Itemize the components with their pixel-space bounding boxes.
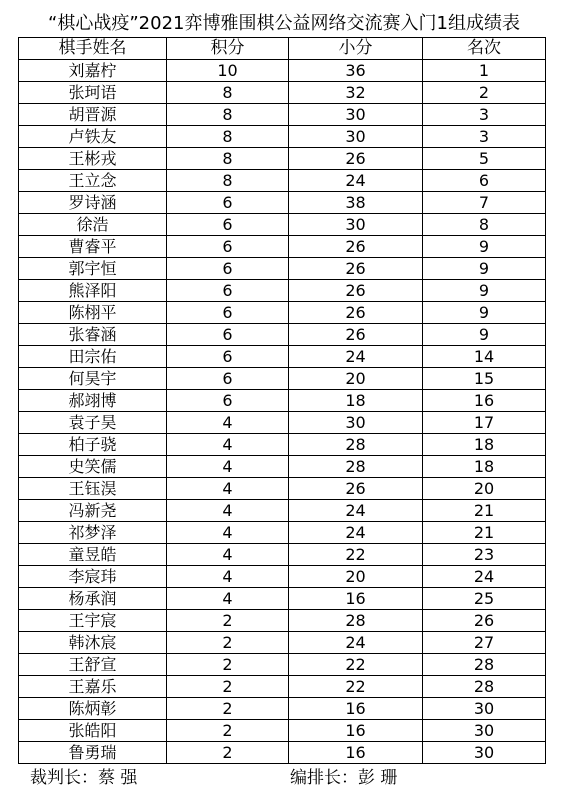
tiebreak-cell: 28 [289,434,423,456]
rank-cell: 9 [423,280,546,302]
tiebreak-cell: 30 [289,104,423,126]
player-name-cell: 李宸玮 [19,566,167,588]
points-cell: 4 [167,588,289,610]
points-cell: 4 [167,456,289,478]
points-cell: 6 [167,214,289,236]
table-row [19,104,546,126]
table-row [19,390,546,412]
rank-cell: 27 [423,632,546,654]
header-tiebreak: 小分 [289,38,423,60]
points-cell: 8 [167,104,289,126]
table-row [19,610,546,632]
tiebreak-cell: 16 [289,588,423,610]
rank-cell: 28 [423,676,546,698]
rank-cell: 26 [423,610,546,632]
player-name-cell: 王立念 [19,170,167,192]
tiebreak-cell: 16 [289,742,423,764]
rank-cell: 21 [423,522,546,544]
player-name-cell: 田宗佑 [19,346,167,368]
referee-label: 裁判长：蔡 强 [30,768,138,788]
table-row [19,126,546,148]
tiebreak-cell: 24 [289,346,423,368]
player-name-cell: 曹睿平 [19,236,167,258]
points-cell: 4 [167,478,289,500]
tiebreak-cell: 36 [289,60,423,82]
tiebreak-cell: 30 [289,126,423,148]
table-row [19,258,546,280]
rank-cell: 14 [423,346,546,368]
table-row [19,236,546,258]
player-name-cell: 郝翊博 [19,390,167,412]
table-row [19,280,546,302]
player-name-cell: 柏子骁 [19,434,167,456]
player-name-cell: 熊泽阳 [19,280,167,302]
points-cell: 8 [167,148,289,170]
table-row [19,742,546,764]
rank-cell: 2 [423,82,546,104]
player-name-cell: 童昱皓 [19,544,167,566]
player-name-cell: 鲁勇瑞 [19,742,167,764]
rank-cell: 25 [423,588,546,610]
points-cell: 6 [167,192,289,214]
page-title: “棋心战疫”2021弈博雅围棋公益网络交流赛入门1组成绩表 [48,13,520,34]
rank-cell: 8 [423,214,546,236]
points-cell: 4 [167,500,289,522]
player-name-cell: 卢铁友 [19,126,167,148]
points-cell: 4 [167,566,289,588]
table-row [19,82,546,104]
table-row [19,544,546,566]
player-name-cell: 王宇宸 [19,610,167,632]
points-cell: 10 [167,60,289,82]
tiebreak-cell: 22 [289,676,423,698]
results-body [19,60,546,764]
rank-cell: 9 [423,302,546,324]
table-row [19,170,546,192]
tiebreak-cell: 16 [289,720,423,742]
tiebreak-cell: 26 [289,258,423,280]
points-cell: 8 [167,170,289,192]
rank-cell: 16 [423,390,546,412]
player-name-cell: 何昊宇 [19,368,167,390]
table-row [19,478,546,500]
points-cell: 4 [167,544,289,566]
tiebreak-cell: 30 [289,412,423,434]
table-row [19,588,546,610]
table-row [19,214,546,236]
table-row [19,412,546,434]
table-header-row [19,38,546,60]
points-cell: 2 [167,742,289,764]
player-name-cell: 杨承润 [19,588,167,610]
player-name-cell: 王嘉乐 [19,676,167,698]
rank-cell: 15 [423,368,546,390]
rank-cell: 30 [423,698,546,720]
tiebreak-cell: 32 [289,82,423,104]
points-cell: 6 [167,258,289,280]
table-row [19,522,546,544]
rank-cell: 5 [423,148,546,170]
rank-cell: 24 [423,566,546,588]
table-row [19,148,546,170]
header-rank: 名次 [423,38,546,60]
tiebreak-cell: 30 [289,214,423,236]
points-cell: 6 [167,390,289,412]
rank-cell: 3 [423,104,546,126]
tiebreak-cell: 20 [289,566,423,588]
rank-cell: 30 [423,742,546,764]
table-row [19,60,546,82]
table-row [19,302,546,324]
tiebreak-cell: 24 [289,522,423,544]
points-cell: 4 [167,522,289,544]
player-name-cell: 徐浩 [19,214,167,236]
rank-cell: 3 [423,126,546,148]
tiebreak-cell: 26 [289,478,423,500]
table-row [19,676,546,698]
player-name-cell: 郭宇恒 [19,258,167,280]
tiebreak-cell: 38 [289,192,423,214]
tiebreak-cell: 26 [289,280,423,302]
rank-cell: 20 [423,478,546,500]
tiebreak-cell: 28 [289,610,423,632]
player-name-cell: 张皓阳 [19,720,167,742]
tiebreak-cell: 26 [289,302,423,324]
player-name-cell: 祁梦泽 [19,522,167,544]
points-cell: 6 [167,236,289,258]
tiebreak-cell: 22 [289,654,423,676]
tiebreak-cell: 26 [289,236,423,258]
tiebreak-cell: 22 [289,544,423,566]
rank-cell: 9 [423,236,546,258]
player-name-cell: 冯新尧 [19,500,167,522]
tiebreak-cell: 24 [289,170,423,192]
points-cell: 6 [167,368,289,390]
table-row [19,566,546,588]
points-cell: 4 [167,434,289,456]
rank-cell: 9 [423,324,546,346]
table-row [19,720,546,742]
rank-cell: 23 [423,544,546,566]
table-row [19,500,546,522]
table-row [19,698,546,720]
points-cell: 2 [167,632,289,654]
table-row [19,368,546,390]
table-row [19,654,546,676]
player-name-cell: 张珂语 [19,82,167,104]
rank-cell: 28 [423,654,546,676]
table-row [19,434,546,456]
player-name-cell: 张睿涵 [19,324,167,346]
player-name-cell: 胡晋源 [19,104,167,126]
points-cell: 4 [167,412,289,434]
arranger-label: 编排长：彭 珊 [290,768,398,788]
table-row [19,192,546,214]
player-name-cell: 袁子昊 [19,412,167,434]
results-table [18,37,546,764]
table-row [19,632,546,654]
table-row [19,346,546,368]
rank-cell: 21 [423,500,546,522]
player-name-cell: 罗诗涵 [19,192,167,214]
points-cell: 6 [167,324,289,346]
rank-cell: 17 [423,412,546,434]
rank-cell: 7 [423,192,546,214]
points-cell: 8 [167,82,289,104]
tiebreak-cell: 16 [289,698,423,720]
tiebreak-cell: 24 [289,632,423,654]
points-cell: 6 [167,346,289,368]
tiebreak-cell: 26 [289,324,423,346]
points-cell: 6 [167,280,289,302]
table-row [19,456,546,478]
tiebreak-cell: 24 [289,500,423,522]
player-name-cell: 刘嘉柠 [19,60,167,82]
rank-cell: 18 [423,434,546,456]
rank-cell: 9 [423,258,546,280]
player-name-cell: 王舒宣 [19,654,167,676]
rank-cell: 30 [423,720,546,742]
player-name-cell: 王彬戎 [19,148,167,170]
player-name-cell: 陈栩平 [19,302,167,324]
rank-cell: 1 [423,60,546,82]
tiebreak-cell: 20 [289,368,423,390]
rank-cell: 6 [423,170,546,192]
rank-cell: 18 [423,456,546,478]
tiebreak-cell: 28 [289,456,423,478]
tiebreak-cell: 18 [289,390,423,412]
header-points: 积分 [167,38,289,60]
table-row [19,324,546,346]
header-player-name: 棋手姓名 [19,38,167,60]
points-cell: 2 [167,720,289,742]
points-cell: 2 [167,698,289,720]
player-name-cell: 陈炳彰 [19,698,167,720]
player-name-cell: 史笑儒 [19,456,167,478]
points-cell: 2 [167,676,289,698]
points-cell: 2 [167,610,289,632]
tiebreak-cell: 26 [289,148,423,170]
points-cell: 2 [167,654,289,676]
points-cell: 8 [167,126,289,148]
player-name-cell: 王钰淏 [19,478,167,500]
player-name-cell: 韩沐宸 [19,632,167,654]
points-cell: 6 [167,302,289,324]
